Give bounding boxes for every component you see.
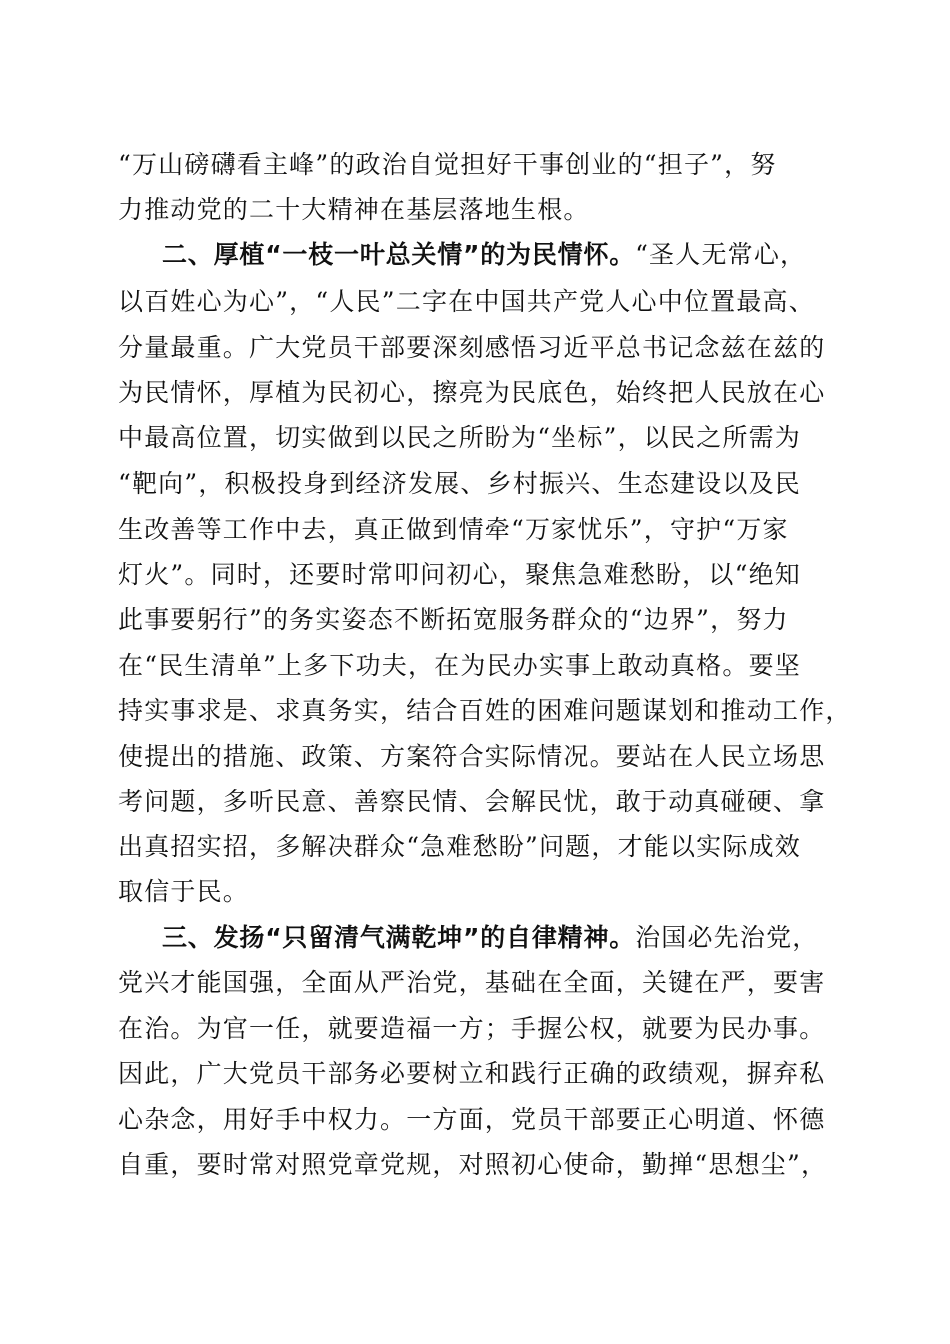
text-line: 为民情怀，厚植为民初心，擦亮为民底色，始终把人民放在心 [118, 378, 826, 407]
text-line: 党兴才能国强，全面从严治党，基础在全面，关键在严，要害 [118, 968, 826, 997]
text-line: 生改善等工作中去，真正做到情牵“万家忧乐”，守护“万家 [118, 515, 789, 544]
text-line: 出真招实招，多解决群众“急难愁盼”问题，才能以实际成效 [118, 832, 801, 861]
text-line: 考问题，多听民意、善察民情、会解民忧，敢于动真碰硬、拿 [118, 787, 826, 816]
text-line: 持实事求是、求真务实，结合百姓的困难问题谋划和推动工作， [118, 696, 852, 725]
text-line: 使提出的措施、政策、方案符合实际情况。要站在人民立场思 [118, 742, 826, 771]
section-3-heading: 三、发扬“只留清气满乾坤”的自律精神。 [162, 923, 636, 952]
section-2-body-start: “圣人无常心， [635, 240, 807, 269]
text-line: 因此，广大党员干部务必要树立和践行正确的政绩观，摒弃私 [118, 1059, 826, 1088]
text-line: 在治。为官一任，就要造福一方；手握公权，就要为民办事。 [118, 1014, 826, 1043]
text-line: 力推动党的二十大精神在基层落地生根。 [118, 195, 590, 224]
text-line: 中最高位置，切实做到以民之所盼为“坐标”，以民之所需为 [118, 423, 801, 452]
text-line: “万山磅礴看主峰”的政治自觉担好干事创业的“担子”，努 [118, 150, 777, 179]
text-line: “靶向”，积极投身到经济发展、乡村振兴、生态建设以及民 [118, 469, 801, 498]
text-line: 在“民生清单”上多下功夫，在为民办实事上敢动真格。要坚 [118, 651, 801, 680]
section-2-heading: 二、厚植“一枝一叶总关情”的为民情怀。 [162, 240, 636, 269]
text-line: 灯火”。同时，还要时常叩问初心，聚焦急难愁盼，以“绝知 [118, 560, 801, 589]
text-line: 以百姓心为心”，“人民”二字在中国共产党人心中位置最高、 [118, 287, 815, 316]
text-line: 心杂念，用好手中权力。一方面，党员干部要正心明道、怀德 [118, 1105, 826, 1134]
section-3-body-start: 治国必先治党， [635, 923, 819, 952]
text-line: 分量最重。广大党员干部要深刻感悟习近平总书记念兹在兹的 [118, 333, 826, 362]
text-line: 自重，要时常对照党章党规，对照初心使命，勤掸“思想尘”， [118, 1150, 828, 1179]
text-line: 此事要躬行”的务实姿态不断拓宽服务群众的“边界”，努力 [118, 605, 789, 634]
text-line: 取信于民。 [118, 877, 250, 906]
section-3-first-line [162, 923, 838, 953]
section-2-first-line [162, 240, 838, 270]
